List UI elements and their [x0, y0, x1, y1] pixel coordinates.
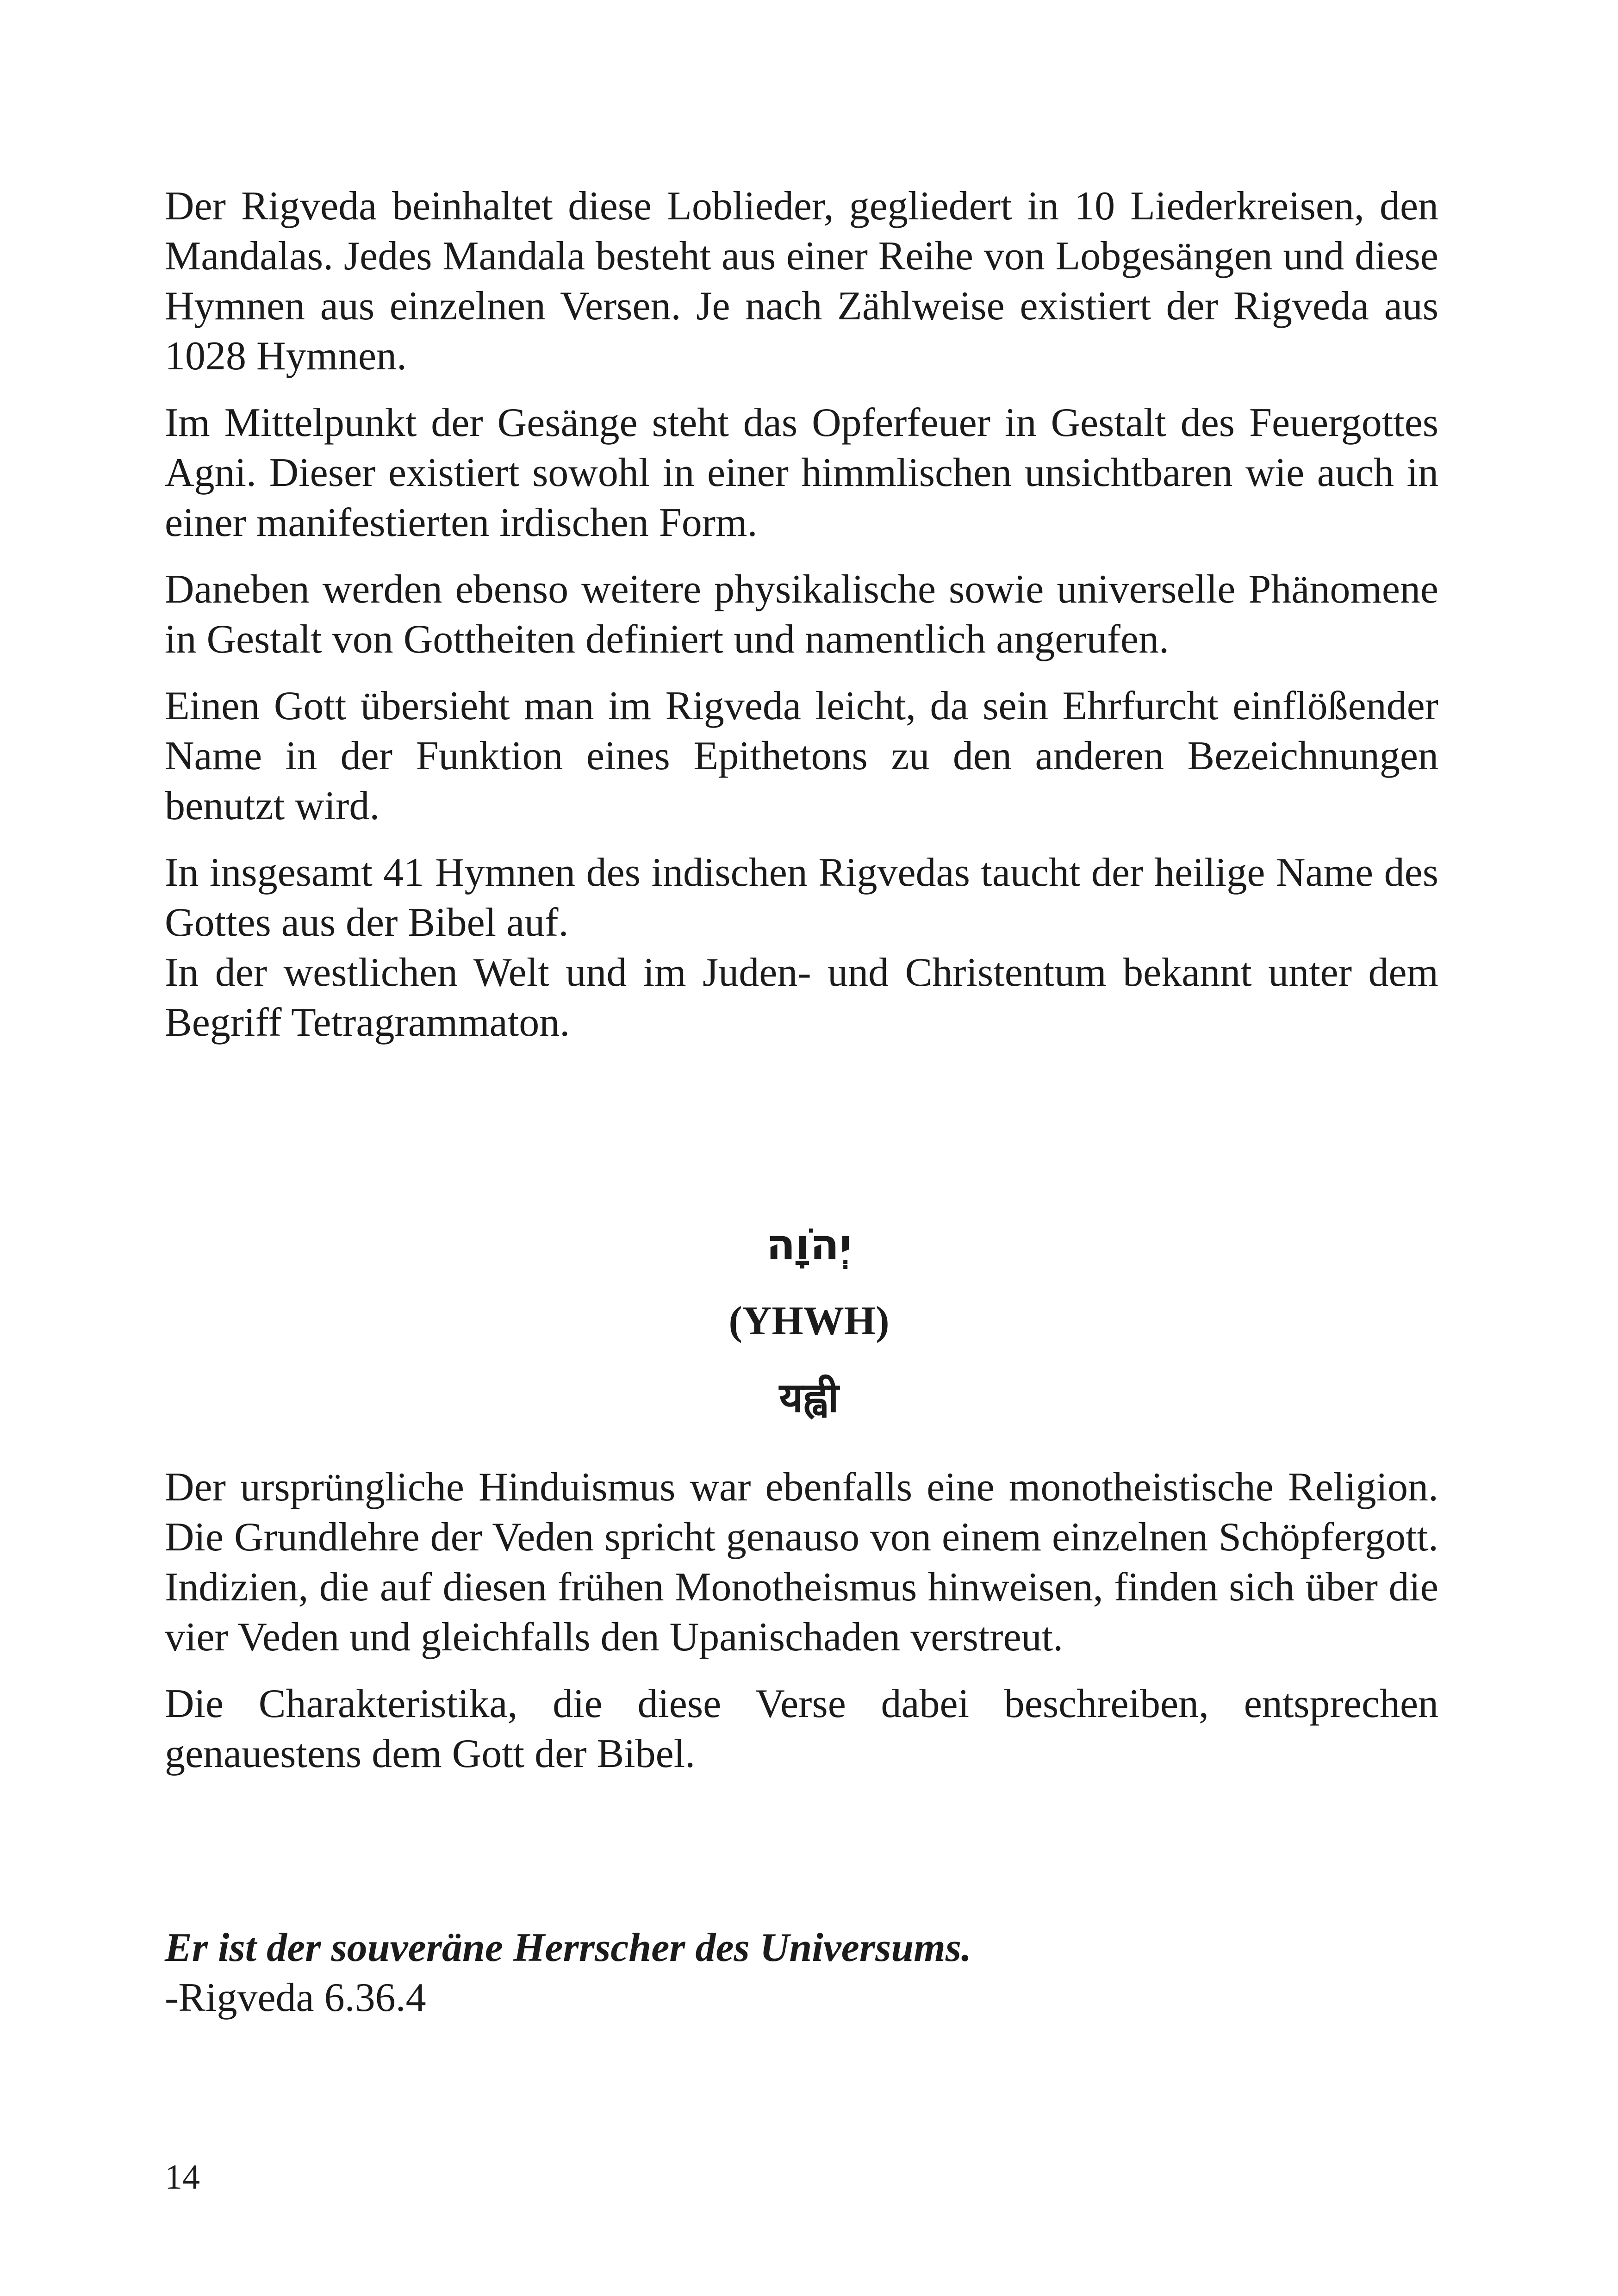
rigveda-quote — [165, 1923, 1438, 2023]
paragraph-tetragrammaton: In der westlichen Welt und im Juden- und Christentum bekannt unter dem Begriff Tetragrammaton. — [165, 950, 1438, 1045]
paragraph-rigveda-structure: Der Rigveda beinhaltet diese Loblieder, gegliedert in 10 Liederkreisen, den Mandalas. Jedes Mandala besteht aus einer Reihe von Lobgesängen und diese Hymnen aus einzelnen Versen. Je nach Zählweise existiert der Rigveda aus 1028 Hymnen. — [165, 184, 1438, 379]
paragraph-41-hymns: In insgesamt 41 Hymnen des indischen Rigvedas taucht der heilige Name des Gottes aus der Bibel auf. — [165, 850, 1438, 945]
paragraph-characteristics: Die Charakteristika, die diese Verse dabei beschreiben, entsprechen genauestens dem Gott der Bibel. — [165, 1681, 1438, 1776]
tetragrammaton-latin: (YHWH) — [728, 1299, 890, 1344]
paragraph-agni: Im Mittelpunkt der Gesänge steht das Opferfeuer in Gestalt des Feuergottes Agni. Dieser existiert sowohl in einer himmlischen unsichtbaren wie auch in einer manifestierten irdischen Form. — [165, 400, 1438, 545]
quote-source: -Rigveda 6.36.4 — [165, 1975, 426, 2020]
tetragrammaton-hebrew: יְהֹוָה — [766, 1220, 852, 1269]
body-text-bottom — [165, 1462, 1438, 1796]
paragraph-hidden-god: Einen Gott übersieht man im Rigveda leicht, da sein Ehrfurcht einflößender Name in der Funktion eines Epithetons zu den anderen Bezeichnungen benutzt wird. — [165, 684, 1438, 828]
quote-text: Er ist der souveräne Herrscher des Universums. — [165, 1925, 971, 1970]
tetragrammaton-devanagari: यह्वी — [779, 1374, 839, 1421]
paragraph-monotheism: Der ursprüngliche Hinduismus war ebenfalls eine monotheistische Religion. Die Grundlehre der Veden spricht genauso von einem einzelnen Schöpfergott. Indizien, die auf diesen frühen Monotheismus hinweisen, finden sich über die vier Veden und gleichfalls den Upanischaden verstreut. — [165, 1465, 1438, 1660]
body-text-top — [165, 181, 1438, 1064]
paragraph-deities: Daneben werden ebenso weitere physikalische sowie universelle Phänomene in Gestalt von Gottheiten definiert und namentlich angerufen. — [165, 567, 1438, 662]
page-number: 14 — [165, 2158, 200, 2196]
